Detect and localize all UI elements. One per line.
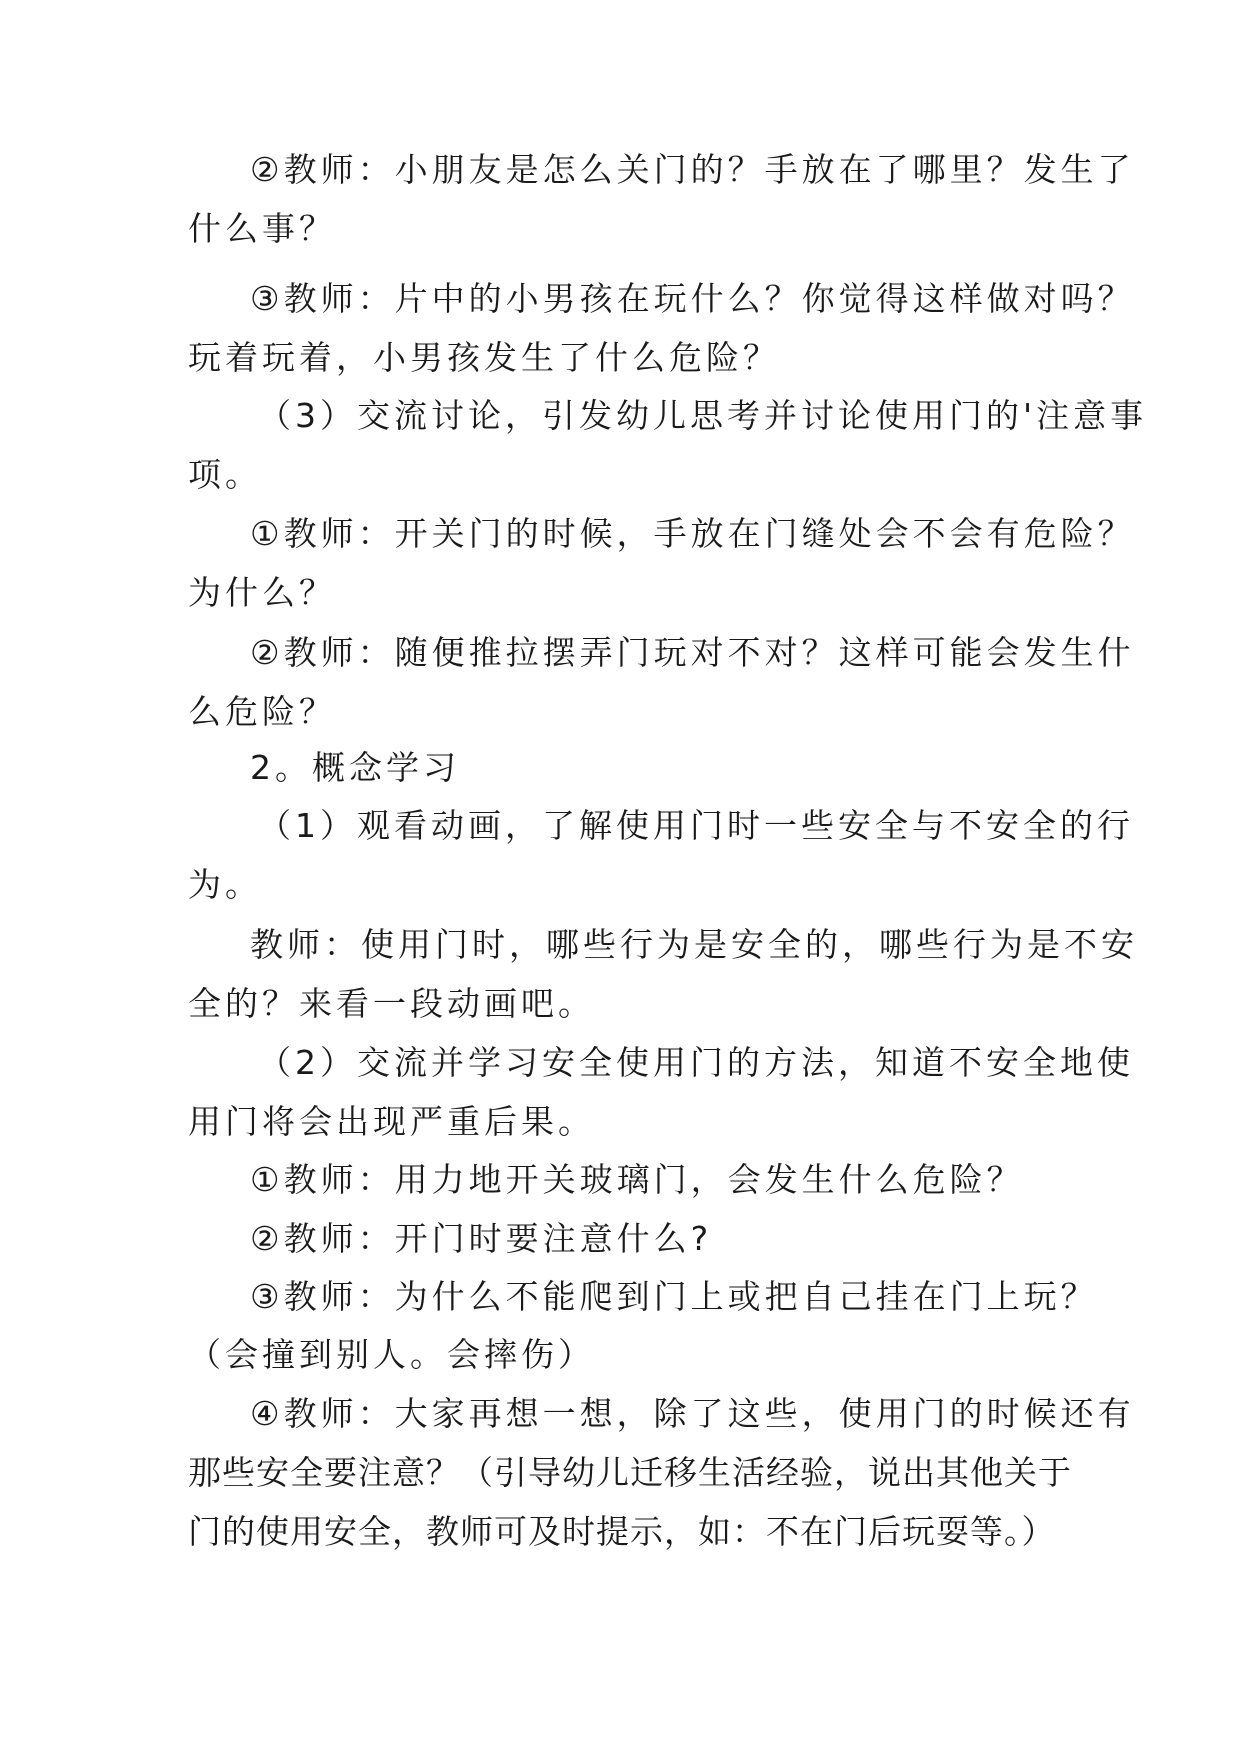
- text-line: 2。概念学习: [250, 748, 460, 787]
- text-line: ③教师：片中的小男孩在玩什么？你觉得这样做对吗？: [250, 279, 1135, 318]
- text-line: （会撞到别人。会摔伤）: [188, 1335, 595, 1374]
- text-line: 门的使用安全，教师可及时提示，如：不在门后玩耍等。）: [188, 1512, 1056, 1551]
- text-line: 么危险？: [188, 692, 336, 731]
- text-line: ②教师：小朋友是怎么关门的？手放在了哪里？发生了: [250, 150, 1135, 189]
- text-line: 玩着玩着，小男孩发生了什么危险？: [188, 338, 780, 377]
- text-line: （3）交流讨论，引发幼儿思考并讨论使用门的'注意事: [258, 396, 1148, 435]
- text-line: ②教师：开门时要注意什么?: [250, 1219, 713, 1258]
- text-line: 什么事？: [188, 209, 336, 248]
- text-line: 项。: [188, 455, 262, 494]
- text-line: （2）交流并学习安全使用门的方法，知道不安全地使: [258, 1043, 1134, 1082]
- text-line: ④教师：大家再想一想，除了这些，使用门的时候还有: [250, 1394, 1135, 1433]
- text-line: 用门将会出现严重后果。: [188, 1102, 595, 1141]
- text-line: 为。: [188, 865, 262, 904]
- text-line: 那些安全要注意？（引导幼儿迁移生活经验，说出其他关于: [188, 1453, 1072, 1492]
- text-line: 教师：使用门时，哪些行为是安全的，哪些行为是不安: [250, 925, 1138, 964]
- text-line: 全的？来看一段动画吧。: [188, 984, 595, 1023]
- text-line: ①教师：开关门的时候，手放在门缝处会不会有危险？: [250, 514, 1135, 553]
- text-line: ③教师：为什么不能爬到门上或把自己挂在门上玩？: [250, 1277, 1098, 1316]
- text-line: ②教师：随便推拉摆弄门玩对不对？这样可能会发生什: [250, 633, 1135, 672]
- text-line: 为什么？: [188, 573, 336, 612]
- text-line: ①教师：用力地开关玻璃门，会发生什么危险？: [250, 1160, 1024, 1199]
- text-line: （1）观看动画，了解使用门时一些安全与不安全的行: [258, 806, 1134, 845]
